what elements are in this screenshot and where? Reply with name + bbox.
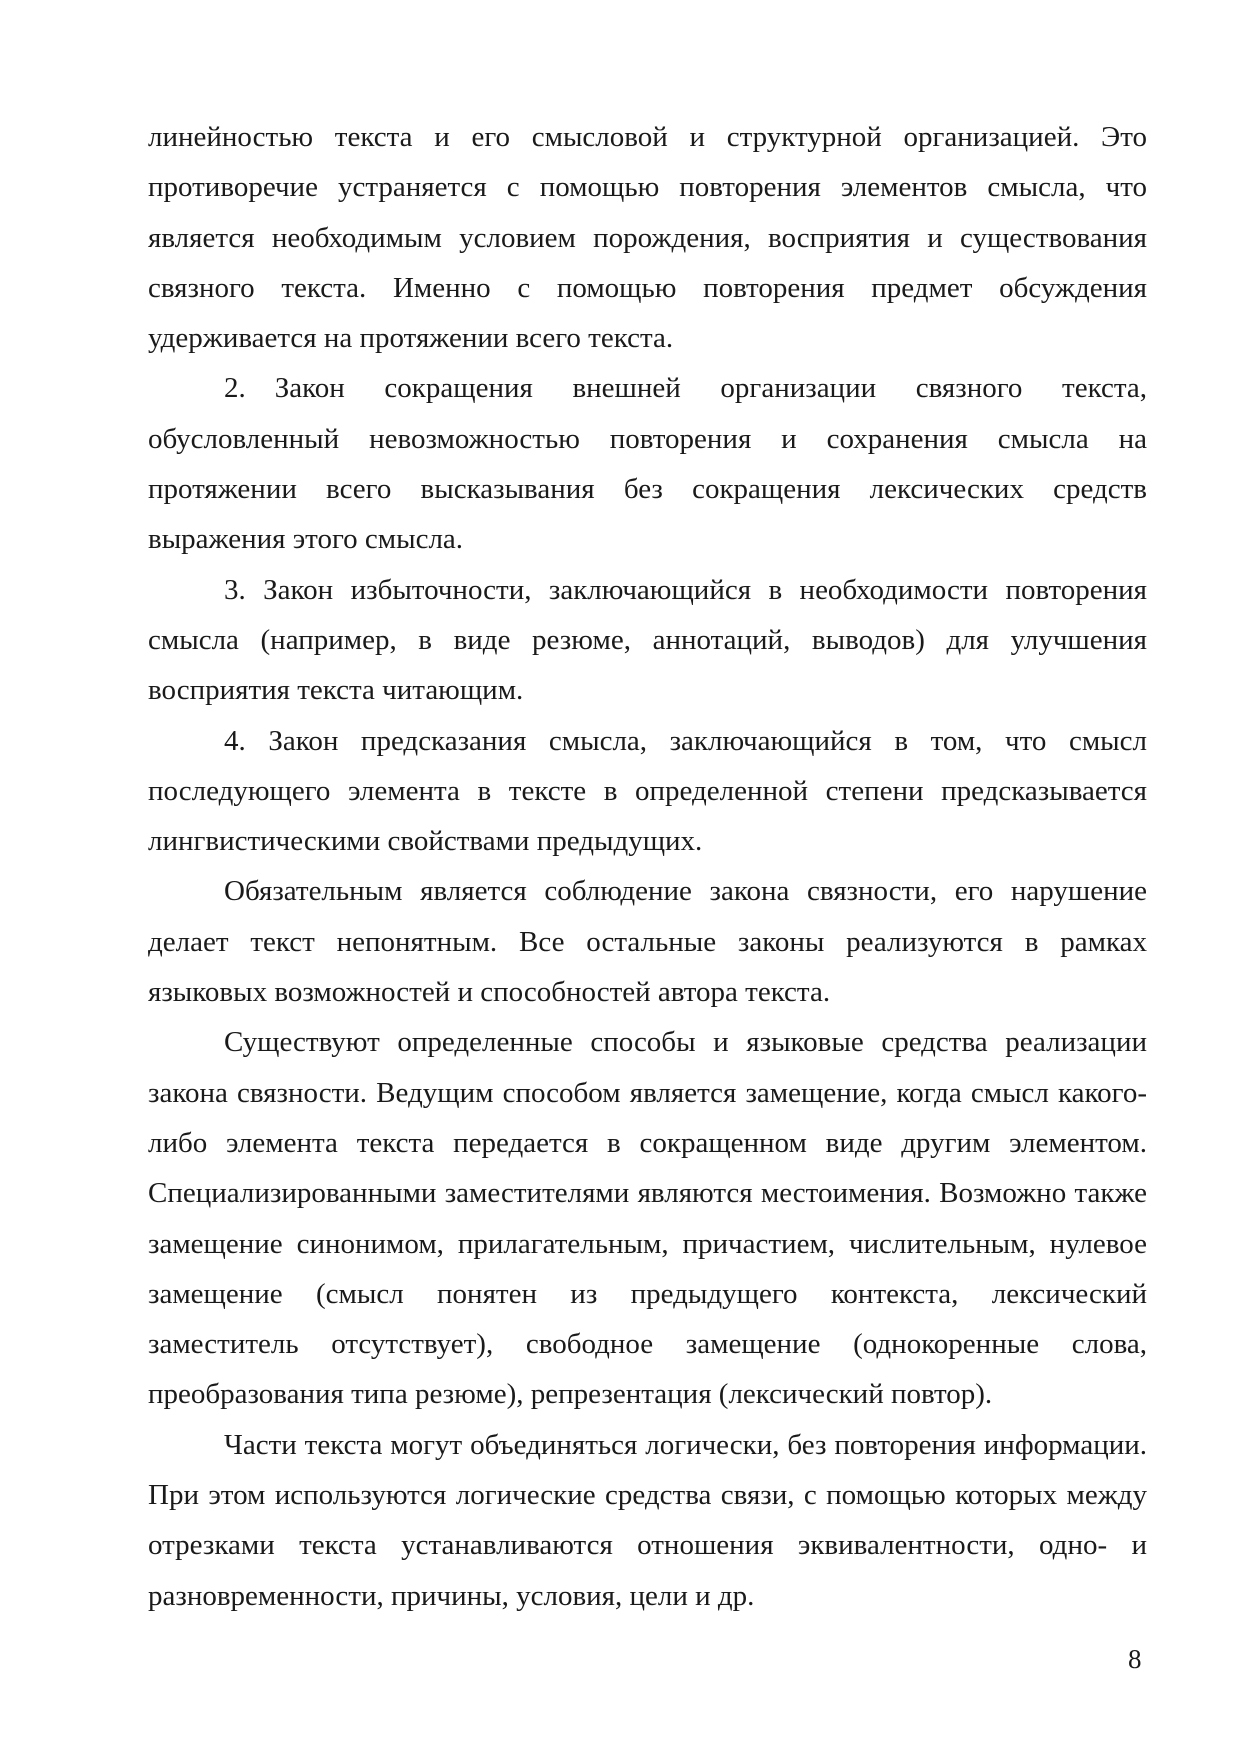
paragraph-continuation: линейностью текста и его смысловой и структурной организацией. Это противоречие устраняется с помощью повторения элементов смысла, что является необходимым условием порождения, восприятия и существования связного текста. Именно с помощью повторения предмет обсуждения удерживается на протяжении всего текста. xyxy=(148,121,1147,355)
paragraph-substitution-methods: Существуют определенные способы и языковые средства реализации закона связности. Ведущим способом является замещение, когда смысл какого-либо элемента текста передается в сокращенном виде другим элементом. Специализированными заместителями являются местоимения. Возможно также замещение синонимом, прилагательным, причастием, числительным, нулевое замещение (смысл понятен из предыдущего контекста, лексический заместитель отсутствует), свободное замещение (однокоренные слова, преобразования типа резюме), репрезентация (лексический повтор). xyxy=(148,1026,1147,1411)
page-body xyxy=(148,112,1147,1621)
paragraph-law-2: 2. Закон сокращения внешней организации связного текста, обусловленный невозможностью повторения и сохранения смысла на протяжении всего высказывания без сокращения лексических средств выражения этого смысла. xyxy=(148,372,1147,556)
page-number: 8 xyxy=(1128,1644,1142,1674)
paragraph-law-4: 4. Закон предсказания смысла, заключающийся в том, что смысл последующего элемента в тексте в определенной степени предсказывается лингвистическими свойствами предыдущих. xyxy=(148,724,1147,858)
paragraph-logical-connection: Части текста могут объединяться логически, без повторения информации. При этом используются логические средства связи, с помощью которых между отрезками текста устанавливаются отношения эквивалентности, одно- и разновременности, причины, условия, цели и др. xyxy=(148,1428,1147,1612)
paragraph-law-3: 3. Закон избыточности, заключающийся в необходимости повторения смысла (например, в виде резюме, аннотаций, выводов) для улучшения восприятия текста читающим. xyxy=(148,573,1147,707)
paragraph-coherence-obligation: Обязательным является соблюдение закона связности, его нарушение делает текст непонятным. Все остальные законы реализуются в рамках языковых возможностей и способностей автора текста. xyxy=(148,875,1147,1009)
